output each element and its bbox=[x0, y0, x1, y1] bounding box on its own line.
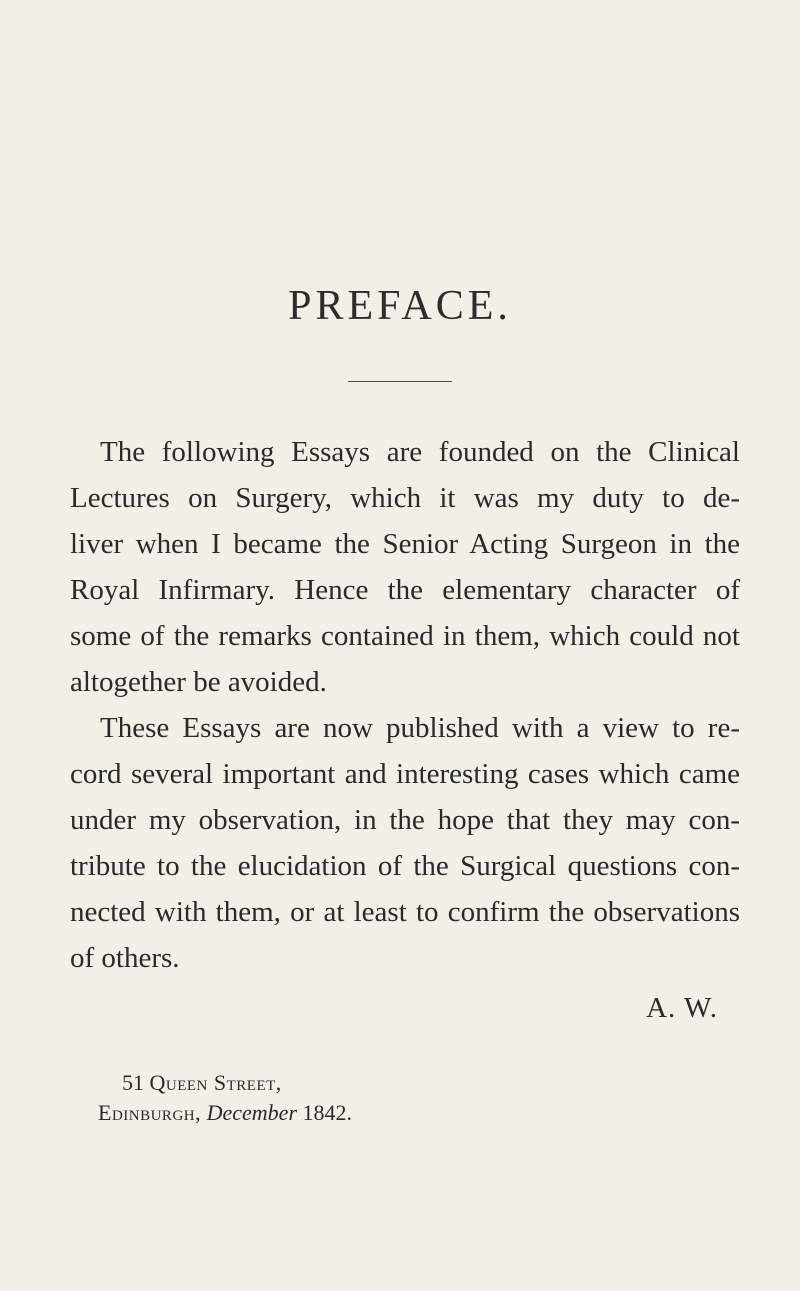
text-line: under my observation, in the hope that they may con- bbox=[70, 804, 740, 836]
text-line: liver when I became the Senior Acting Surgeon in the bbox=[70, 528, 740, 560]
paragraph-2 bbox=[70, 705, 740, 981]
text-line: tribute to the elucidation of the Surgical questions con- bbox=[70, 850, 740, 882]
page-title: PREFACE. bbox=[288, 283, 512, 329]
text-line: These Essays are now published with a view to re- bbox=[100, 712, 740, 744]
text-line: cord several important and interesting cases which came bbox=[70, 758, 740, 790]
text-line: Royal Infirmary. Hence the elementary character of bbox=[70, 574, 740, 606]
date-month: December bbox=[206, 1100, 298, 1125]
text-line: some of the remarks contained in them, which could not bbox=[70, 620, 740, 652]
city-name: Edinburgh, bbox=[98, 1100, 202, 1125]
street-number: 51 bbox=[122, 1070, 144, 1095]
paragraph-1 bbox=[70, 429, 740, 705]
address-block bbox=[98, 1068, 352, 1128]
date-year: 1842. bbox=[302, 1100, 353, 1125]
author-signature: A. W. bbox=[646, 992, 718, 1024]
text-line: nected with them, or at least to confirm the observations bbox=[70, 896, 740, 928]
preface-body bbox=[70, 429, 740, 981]
address-date-line bbox=[98, 1098, 352, 1128]
text-line: of others. bbox=[70, 942, 180, 974]
address-street-line bbox=[98, 1068, 352, 1098]
text-line: The following Essays are founded on the Clinical bbox=[100, 436, 740, 468]
street-name: Queen Street, bbox=[149, 1070, 282, 1095]
title-divider bbox=[348, 381, 452, 382]
text-line: Lectures on Surgery, which it was my duty to de- bbox=[70, 482, 740, 514]
text-line: altogether be avoided. bbox=[70, 666, 327, 698]
